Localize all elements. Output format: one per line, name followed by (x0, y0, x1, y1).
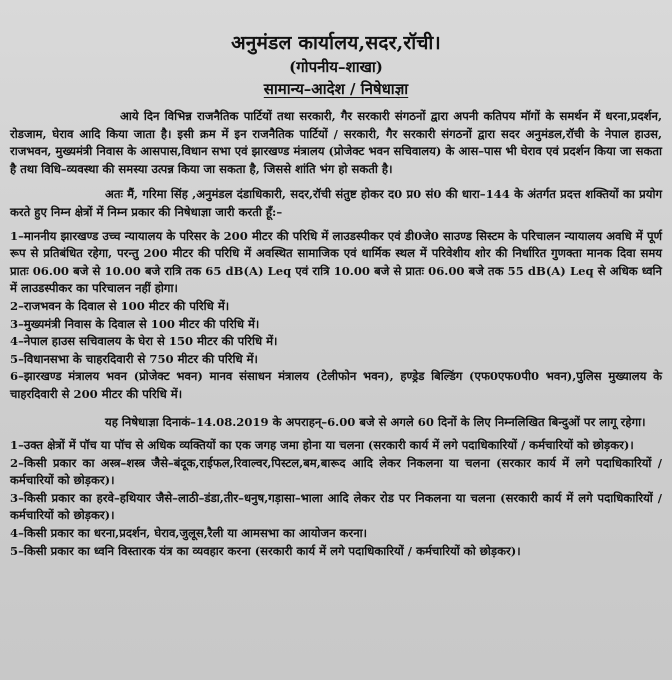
list-item: 4–नेपाल हाउस सचिवालय के घेरा से 150 मीटर की परिधि में। (10, 334, 278, 349)
list-item: 2–राजभवन के दिवाल से 100 मीटर की परिधि में। (10, 298, 230, 313)
prohibited-areas-list (10, 228, 662, 404)
list-item: 5–किसी प्रकार का ध्वनि विस्तारक यंत्र का व्यवहार करना (सरकारी कार्य में लगे पदाधिकारियों / कर्मचारियों को छोड़कर)। (10, 543, 521, 558)
office-title: अनुमंडल कार्यालय,सदर,रॉची। (231, 32, 441, 54)
list-item: 6–झारखण्ड मंत्रालय भवन (प्रोजेक्ट भवन) मानव संसाधन मंत्रालय (टेलीफोन भवन), हण्ड्रेड बिल्डिंग (एफ0एफ0पी0 भवन),पुलिस मुख्यालय के चाहरदिवारी से 200 मीटर की परिधि में। (10, 369, 662, 401)
list-item: 3–मुख्यमंत्री निवास के दिवाल से 100 मीटर की परिधि में। (10, 316, 260, 331)
intro-paragraph: आये दिन विभिन्न राजनैतिक पार्टियों तथा सरकारी, गैर सरकारी संगठनों द्वारा अपनी कतिपय मॉगों के समर्थन में धरना,प्रदर्शन, रोडजाम, घेराव आदि किया जाता है। इसी क्रम में इन राजनैतिक पार्टियों / सरकारी, गैर सरकारी संगठनों द्वारा सदर अनुमंडल,रॉची के नेपाल हाउस, राजभवन, मुख्यमंत्री निवास के आसपास,विधान सभा एवं झारखण्ड मंत्रालय (प्रोजेक्ट भवन सचिवालय) के आस–पास भी घेराव एवं प्रदर्शन किया जा सकता है तथा विधि–व्यवस्था की समस्या उत्पन्न किया जा सकता है, जिससे शांति भंग हो सकती है। (10, 109, 662, 176)
list-item: 3–किसी प्रकार का हरवे–हथियार जैसे–लाठी–डंडा,तीर–धनुष,गड़ासा–भाला आदि लेकर रोड पर निकलना या चलना (सरकारी कार्य में लगे पदाधिकारियों / कर्मचारियों को छोड़कर)। (10, 490, 662, 523)
list-item: 1–माननीय झारखण्ड उच्च न्यायालय के परिसर के 200 मीटर की परिधि में लाउडस्पीकर एवं डी0जे0 साउण्ड सिस्टम के परिचालन न्यायालय अवधि में पूर्ण रूप से प्रतिबंधित रहेगा, परन्तु 200 मीटर की परिधि में अवस्थित सामाजिक एवं धार्मिक स्थल में परिवेशीय शोर की निर्धारित गुणक्ता मानक दिवा समय प्रातः 06.00 बजे से 10.00 बजे रात्रि तक 65 dB(A) Leq एवं रात्रि 10.00 बजे से प्रातः 06.00 बजे तक 55 dB(A) Leq से अधिक ध्वनि में लाउडस्पीकर का परिचालन नहीं होगा। (10, 228, 662, 296)
order-heading (10, 78, 662, 100)
list-item: 1–उक्त क्षेत्रों में पॉच या पॉच से अधिक व्यक्तियों का एक जगह जमा होना या चलना (सरकारी कार्य में लगे पदाधिकारियों / कर्मचारियों को छोड़कर)। (10, 438, 634, 453)
validity-paragraph: यह निषेधाज्ञा दिनाकं–14.08.2019 के अपराहन्–6.00 बजे से अगले 60 दिनों के लिए निम्नलिखित बिन्दुओं पर लागू रहेगा। (105, 414, 646, 429)
declaration-paragraph: अतः मैं, गरिमा सिंह ,अनुमंडल दंडाधिकारी, सदर,रॉची संतुष्ट होकर द0 प्र0 सं0 की धारा–144 के अंतर्गत प्रदत्त शक्तियों का प्रयोग करते हुए निम्न क्षेत्रों में निम्न प्रकार की निषेधाज्ञा जारी करती हूँ:– (10, 187, 662, 219)
list-item: 5–विधानसभा के चाहरदिवारी से 750 मीटर की परिधि में। (10, 351, 258, 366)
restrictions-list (10, 437, 662, 560)
order-heading-text: सामान्य–आदेश / निषेधाज्ञा (263, 80, 409, 98)
section-subtitle: (गोपनीय–शाखा) (289, 58, 383, 76)
list-item: 4–किसी प्रकार का धरना,प्रदर्शन, घेराव,जुलूस,रैली या आमसभा का आयोजन करना। (10, 526, 368, 541)
list-item: 2–किसी प्रकार का अस्त्र–शस्त्र जैसे–बंदूक,राईफल,रिवाल्वर,पिस्टल,बम,बारूद आदि लेकर निकलना या चलना (सरकार कार्य में लगे पदाधिकारियों / कर्मचारियों को छोड़कर)। (10, 455, 662, 488)
